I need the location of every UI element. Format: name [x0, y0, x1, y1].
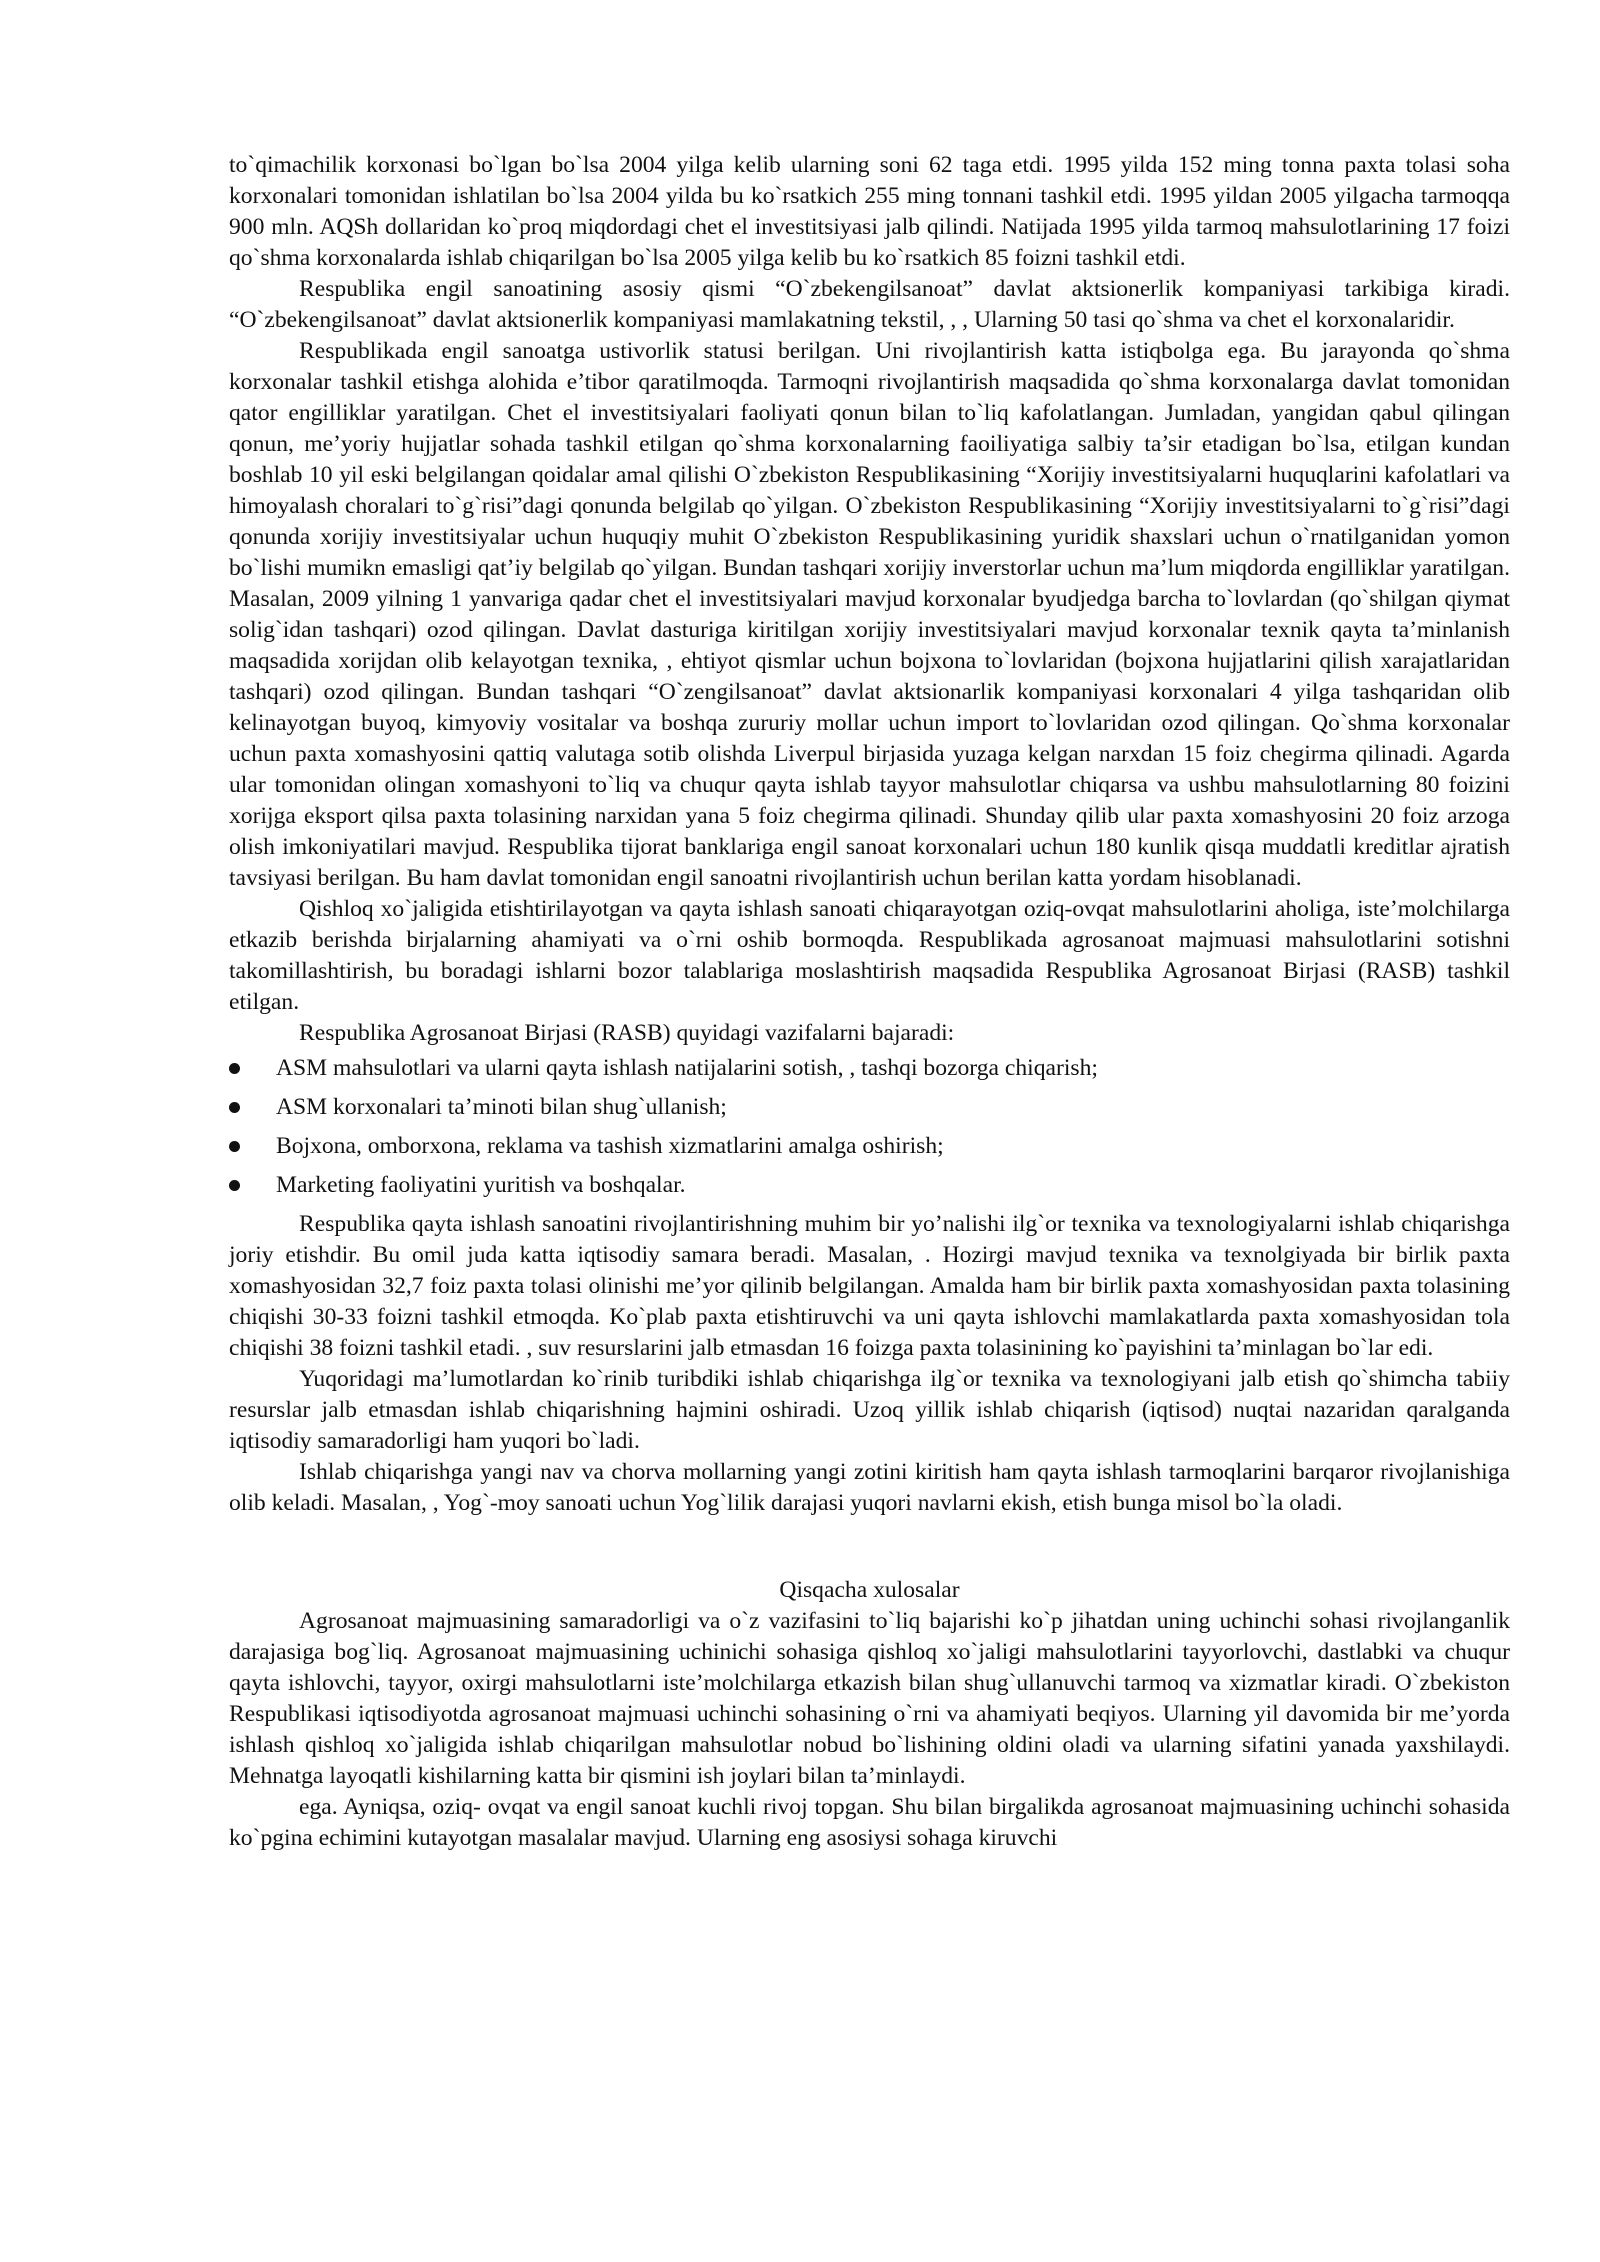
- paragraph-technology-introduction: Respublika qayta ishlash sanoatini rivojlantirishning muhim bir yo’nalishi ilg`or texnika va texnologiyalarni ishlab chiqarishga joriy etishdir. Bu omil juda katta iqtisodiy samara beradi. Masalan, . Hozirgi mavjud texnika va texnolgiyada bir birlik paxta xomashyosidan 32,7 foiz paxta tolasi olinishi me’yor qilinib belgilangan. Amalda ham bir birlik paxta xomashyosidan paxta tolasining chiqishi 30-33 foizni tashkil etmoqda. Ko`plab paxta etishtiruvchi va uni qayta ishlovchi mamlakatlarda paxta xomashyosidan tola chiqishi 38 foizni tashkil etadi. , suv resurslarini jalb etmasdan 16 foizga paxta tolasinining ko`payishini ta’minlagan bo`lar edi.: [229, 1211, 1510, 1361]
- paragraph-summary-third-sector: Agrosanoat majmuasining samaradorligi va o`z vazifasini to`liq bajarishi ko`p jihatdan uning uchinchi sohasi rivojlanganlik darajasiga bog`liq. Agrosanoat majmuasining uchinichi sohasiga qishloq xo`jaligi mahsulotlarini tayyorlovchi, dastlabki va chuqur qayta ishlovchi, tayyor, oxirgi mahsulotlarni iste’molchilarga etkazish bilan shug`ullanuvchi tarmoq va xizmatlar kiradi. O`zbekiston Respublikasi iqtisodiyotda agrosanoat majmuasi uchinchi sohasining o`rni va ahamiyati beqiyos. Ularning yil davomida bir me’yorda ishlash qishloq xo`jaligida ishlab chiqarilgan mahsulotlar nobud bo`lishining oldini oladi va ularning sifatini yanada yaxshilaydi. Mehnatga layoqatli kishilarning katta bir qismini ish joylari bilan ta’minlaydi.: [229, 1608, 1510, 1789]
- list-item-text: Marketing faoliyatini yuritish va boshqalar.: [276, 1172, 686, 1198]
- paragraph-rasb-functions-intro: Respublika Agrosanoat Birjasi (RASB) quyidagi vazifalarni bajaradi:: [299, 1020, 955, 1046]
- paragraph-technology-benefits: Yuqoridagi ma’lumotlardan ko`rinib turibdiki ishlab chiqarishga ilg`or texnika va texnologiyani jalb etish qo`shimcha tabiiy resurslar jalb etmasdan ishlab chiqarishning hajmini oshiradi. Uzoq yillik ishlab chiqarish (iqtisod) nuqtai nazaridan qaralganda iqtisodiy samaradorligi ham yuqori bo`ladi.: [229, 1366, 1510, 1454]
- list-item: [229, 1170, 1510, 1201]
- paragraph-summary-continuation: ega. Ayniqsa, oziq- ovqat va engil sanoat kuchli rivoj topgan. Shu bilan birgalikda agrosanoat majmuasining uchinchi sohasida ko`pgina echimini kutayotgan masalalar mavjud. Ularning eng asosiysi sohaga kiruvchi: [229, 1794, 1510, 1851]
- list-item: [229, 1092, 1510, 1123]
- list-item-text: Bojxona, omborxona, reklama va tashish xizmatlarini amalga oshirish;: [276, 1133, 944, 1159]
- paragraph-intro-statistics: to`qimachilik korxonasi bo`lgan bo`lsa 2004 yilga kelib ularning soni 62 taga etdi. 1995 yilda 152 ming tonna paxta tolasi soha korxonalari tomonidan ishlatilan bo`lsa 2004 yilda bu ko`rsatkich 255 ming tonnani tashkil etdi. 1995 yildan 2005 yilgacha tarmoqqa 900 mln. AQSh dollaridan ko`proq miqdordagi chet el investitsiyasi jalb qilindi. Natijada 1995 yilda tarmoq mahsulotlarining 17 foizi qo`shma korxonalarda ishlab chiqarilgan bo`lsa 2005 yilga kelib bu ko`rsatkich 85 foizni tashkil etdi.: [229, 152, 1510, 271]
- bullet-dot-icon: [229, 1180, 240, 1191]
- bullet-dot-icon: [229, 1102, 240, 1113]
- paragraph-uzbekengilsanoat: Respublika engil sanoatining asosiy qismi “O`zbekengilsanoat” davlat aktsionerlik kompaniyasi tarkibiga kiradi. “O`zbekengilsanoat” davlat aktsionerlik kompaniyasi mamlakatning tekstil, , , Ularning 50 tasi qo`shma va chet el korxonalaridir.: [229, 276, 1510, 333]
- list-item: [229, 1053, 1510, 1084]
- paragraph-new-varieties: Ishlab chiqarishga yangi nav va chorva mollarning yangi zotini kiritish ham qayta ishlash tarmoqlarini barqaror rivojlanishiga olib keladi. Masalan, , Yog`-moy sanoati uchun Yog`lilik darajasi yuqori navlarni ekish, etish bunga misol bo`la oladi.: [229, 1459, 1510, 1516]
- bullet-dot-icon: [229, 1141, 240, 1152]
- list-item-text: ASM korxonalari ta’minoti bilan shug`ullanish;: [276, 1094, 727, 1120]
- paragraph-light-industry-privileges: Respublikada engil sanoatga ustivorlik statusi berilgan. Uni rivojlantirish katta istiqbolga ega. Bu jarayonda qo`shma korxonalar tashkil etishga alohida e’tibor qaratilmoqda. Tarmoqni rivojlantirish maqsadida qo`shma korxonalarga davlat tomonidan qator engilliklar yaratilgan. Chet el investitsiyalari faoliyati qonun bilan to`liq kafolatlangan. Jumladan, yangidan qabul qilingan qonun, me’yoriy hujjatlar sohada tashkil etilgan qo`shma korxonalarning faoiliyatiga salbiy ta’sir etadigan bo`lsa, etilgan kundan boshlab 10 yil eski belgilangan qoidalar amal qilishi O`zbekiston Respublikasining “Xorijiy investitsiyalarni huquqlarini kafolatlari va himoyalash choralari to`g`risi”dagi qonunda belgilab qo`yilgan. O`zbekiston Respublikasining “Xorijiy investitsiyalarni to`g`risi”dagi qonunda xorijiy investitsiyalar uchun huquqiy muhit O`zbekiston Respublikasining yuridik shaxslari uchun o`rnatilganidan yomon bo`lishi mumikn emasligi qat’iy belgilab qo`yilgan. Bundan tashqari xorijiy inverstorlar uchun ma’lum miqdorda engilliklar yaratilgan. Masalan, 2009 yilning 1 yanvariga qadar chet el investitsiyalari mavjud korxonalar byudjedga barcha to`lovlardan (qo`shilgan qiymat solig`idan tashqari) ozod qilingan. Davlat dasturiga kiritilgan xorijiy investitsiyalari mavjud korxonalar texnik qayta ta’minlanish maqsadida xorijdan olib kelayotgan texnika, , ehtiyot qismlar uchun bojxona to`lovlaridan (bojxona hujjatlarini qilish xarajatlaridan tashqari) ozod qilingan. Bundan tashqari “O`zengilsanoat” davlat aktsionarlik kompaniyasi korxonalari 4 yilga tashqaridan olib kelinayotgan buyoq, kimyoviy vositalar va boshqa zururiy mollar uchun import to`lovlaridan ozod qilingan. Qo`shma korxonalar uchun paxta xomashyosini qattiq valutaga sotib olishda Liverpul birjasida yuzaga kelgan narxdan 15 foiz chegirma qilinadi. Agarda ular tomonidan olingan xomashyoni to`liq va chuqur qayta ishlab tayyor mahsulotlar chiqarsa va ushbu mahsulotlarning 80 foizini xorijga eksport qilsa paxta tolasining narxidan yana 5 foiz chegirma qilinadi. Shunday qilib ular paxta xomashyosini 20 foiz arzoga olish imkoniyatilari mavjud. Respublika tijorat banklariga engil sanoat korxonalari uchun 180 kunlik qisqa muddatli kreditlar ajratish tavsiyasi berilgan. Bu ham davlat tomonidan engil sanoatni rivojlantirish uchun berilan katta yordam hisoblanadi.: [229, 338, 1510, 891]
- rasb-functions-list: [229, 1053, 1510, 1201]
- section-heading-summary: Qisqacha xulosalar: [779, 1577, 960, 1603]
- list-item-text: ASM mahsulotlari va ularni qayta ishlash natijalarini sotish, , tashqi bozorga chiqarish;: [276, 1055, 1098, 1081]
- paragraph-agro-exchange: Qishloq xo`jaligida etishtirilayotgan va qayta ishlash sanoati chiqarayotgan oziq-ovqat mahsulotlarini aholiga, iste’molchilarga etkazib berishda birjalarning ahamiyati va o`rni oshib bormoqda. Respublikada agrosanoat majmuasi mahsulotlarini sotishni takomillashtirish, bu boradagi ishlarni bozor talablariga moslashtirish maqsadida Respublika Agrosanoat Birjasi (RASB) tashkil etilgan.: [229, 896, 1510, 1015]
- document-page: [229, 150, 1510, 1854]
- bullet-dot-icon: [229, 1063, 240, 1074]
- list-item: [229, 1131, 1510, 1162]
